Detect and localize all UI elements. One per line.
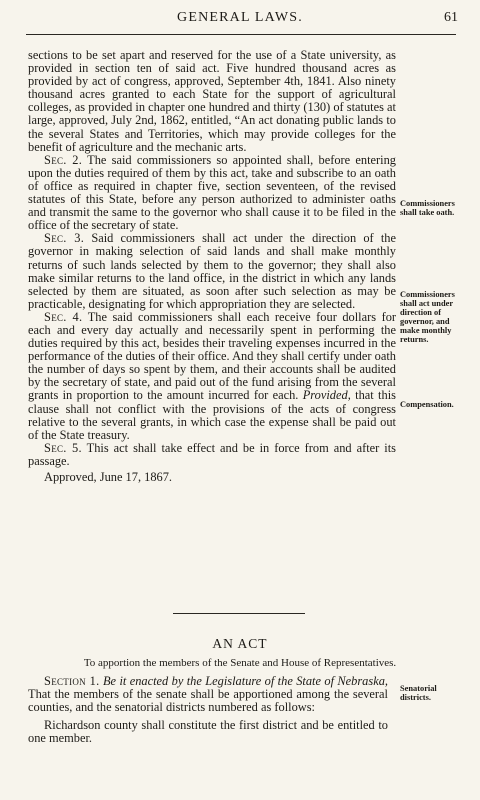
section-divider <box>173 613 305 614</box>
section-3-text: Said commissioners shall act under the direction of the governor in making selection of said lands and shall make monthly returns of such lands selected by them to the governor; they shall also make similar returns to the land office, in the district in which any lands selected by them are situated, as soon after such selection as may be practicable, designating for which appropriation they are selected. <box>28 231 397 311</box>
enacting-clause: Be it enacted by the Legislature of the State of Nebraska, <box>102 674 388 688</box>
running-head: GENERAL LAWS. <box>177 10 303 25</box>
act-section-1 <box>28 675 388 715</box>
margin-note-returns: Commissioners shall act under direction of governor, and make monthly returns. <box>400 290 455 344</box>
approval-date: Approved, June 17, 1867. <box>44 470 173 484</box>
act-text <box>28 675 388 745</box>
margin-note-compensation: Compensation. <box>400 400 454 409</box>
act-caption: To apportion the members of the Senate and House of Representatives. <box>83 657 397 669</box>
district-paragraph: Richardson county shall constitute the first district and be entitled to one member. <box>28 717 388 745</box>
margin-note-oath: Commissioners shall take oath. <box>400 199 455 217</box>
act-title: AN ACT <box>212 636 268 651</box>
section-4-label: Sec. 4. <box>44 309 83 324</box>
law-text <box>28 49 396 484</box>
section-4-proviso: that this clause shall not conflict with the provisions of the acts of congress relative to the several grants, in which case the expense shall be paid out of the State treasury. <box>28 388 396 442</box>
section-2-label: Sec. 2. <box>44 152 83 167</box>
section-2-text: The said commissioners so appointed shall, before entering upon the duties required of them by this act, take and subscribe to an oath of office as required in chapter five, section seventeen, of the revised statutes of this State, before any person authorized to administer oaths and transmit the same to the governor who shall cause it to be filed in the office of the secretary of state. <box>28 152 396 233</box>
section-4-provided: Provided, <box>302 388 351 403</box>
margin-note-senatorial: Senatorial districts. <box>400 684 437 702</box>
section-5 <box>28 442 396 468</box>
act-section-1-text: That the members of the senate shall be apportioned among the several counties, and the senatorial districts numbered as follows: <box>28 687 388 715</box>
section-4-text: The said commissioners shall each receive four dollars for each and every day actually and necessarily spent in performing the duties required by this act, besides their traveling expenses incurred in the performance of the duties of their office. And they shall certify under oath the number of days so spent by them, and their accounts shall be audited by the secretary of state, and paid out of the fund arising from the several grants in proportion to the amount incurred for each. <box>28 309 397 403</box>
section-5-text: This act shall take effect and be in force from and after its passage. <box>28 440 396 468</box>
page-number: 61 <box>444 10 458 25</box>
section-5-label: Sec. 5. <box>44 440 82 455</box>
section-2 <box>28 154 396 233</box>
section-3 <box>28 232 396 311</box>
section-3-label: Sec. 3. <box>44 231 85 246</box>
page-header <box>0 8 480 32</box>
act-section-1-label: Section 1. <box>44 674 100 688</box>
header-rule <box>26 34 456 35</box>
paragraph-continuation: sections to be set apart and reserved for the use of a State university, as provided in section ten of said act. Five hundred thousand acres as provided by act of congress, approved, September 4th, 1841. Also ninety thousand acres granted to each State for the support of agricultural colleges, as provided in chapter one hundred and thirty (130) of statutes at large, approved, July 2nd, 1862, entitled, “An act donating public lands to the several States and Territories, which may provide colleges for the benefit of agriculture and the mechanic arts. <box>28 48 396 154</box>
section-4 <box>28 311 396 442</box>
